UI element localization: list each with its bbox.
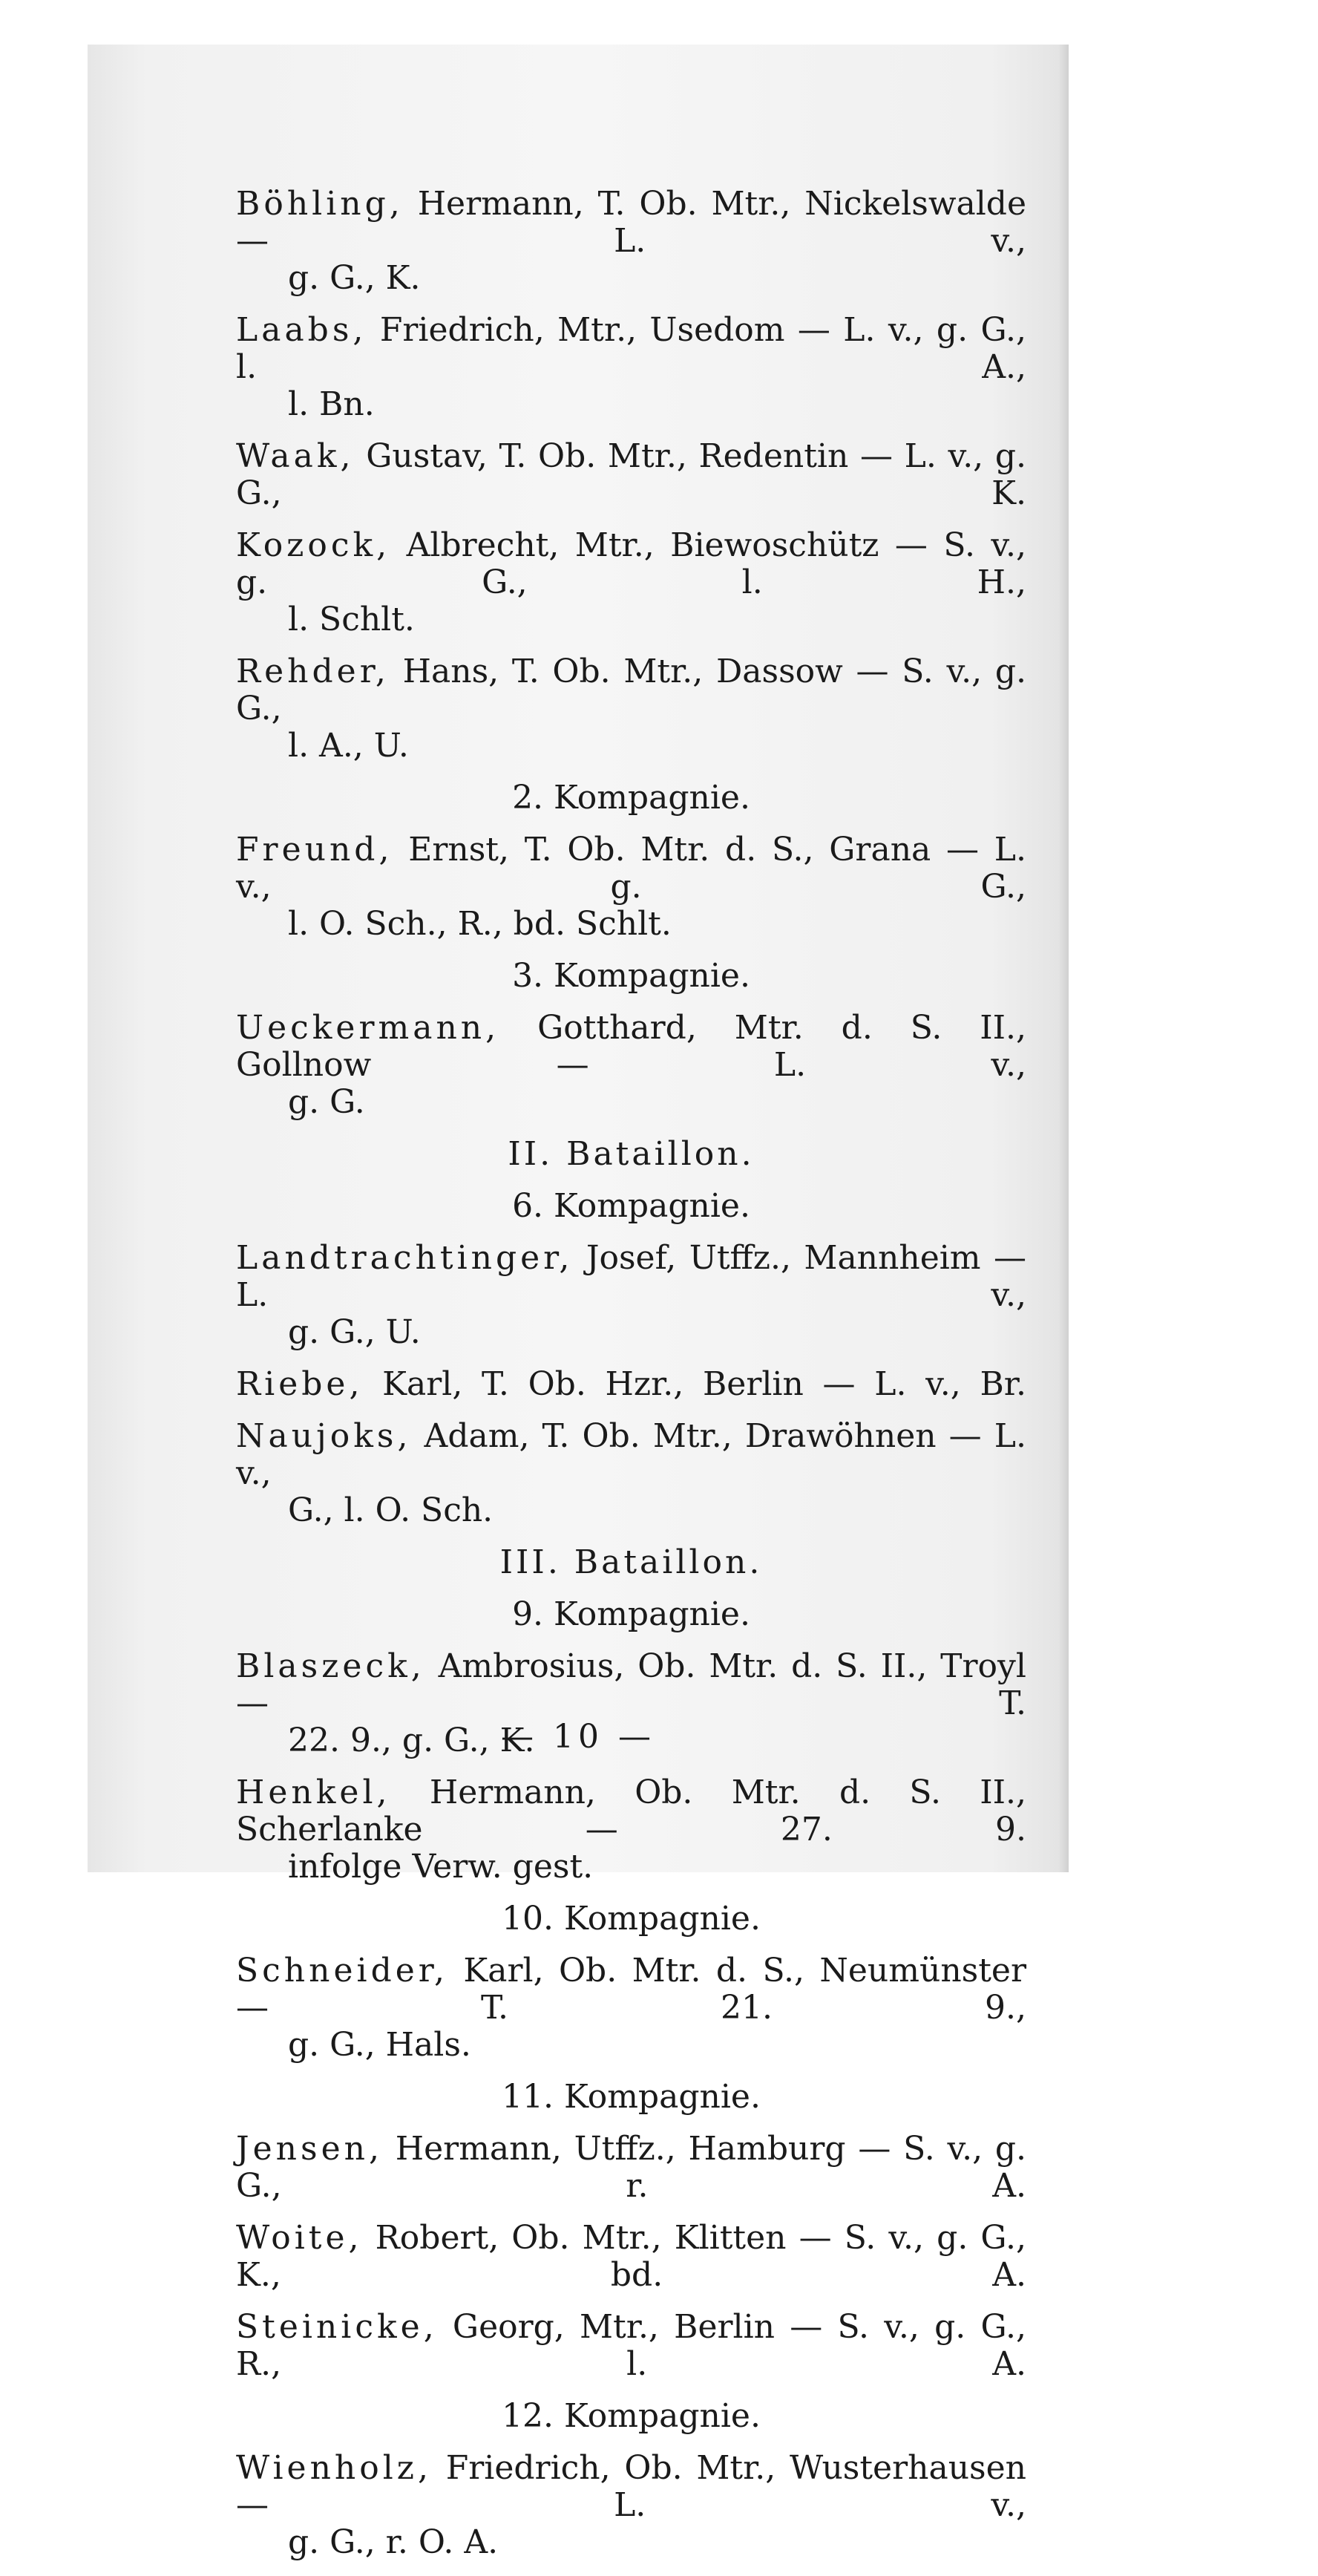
entry-details: Robert, Ob. Mtr., Klitten — S. v., g. G., K., bd. A.	[236, 2219, 1026, 2294]
entry-details: Hermann, Utffz., Hamburg — S. v., g. G., r. A.	[236, 2130, 1026, 2205]
entry-first-line	[236, 1952, 1026, 2027]
entry-surname: Böhling,	[236, 185, 404, 223]
entry-details: Hans, T. Ob. Mtr., Dassow — S. v., g. G.,	[236, 653, 1026, 728]
entry-details: Josef, Utffz., Mannheim — L. v.,	[236, 1239, 1026, 1314]
entry-continuation-line: G., l. O. Sch.	[288, 1491, 494, 1529]
casualty-entry	[236, 1240, 1026, 1351]
entry-first-line	[236, 1366, 1026, 1403]
page-number: — 10 —	[501, 1718, 655, 1756]
casualty-list	[236, 186, 1026, 2576]
entry-surname: Henkel,	[236, 1774, 391, 1811]
entry-continuation-line: l. A., U.	[288, 727, 409, 765]
casualty-entry	[236, 438, 1026, 512]
company-heading: 9. Kompagnie.	[512, 1595, 750, 1633]
battalion-heading: III. Bataillon.	[499, 1543, 763, 1581]
entry-surname: Kozock,	[236, 526, 391, 564]
entry-details: Hermann, Ob. Mtr. d. S. II., Scherlanke — 27. 9.	[236, 1774, 1026, 1848]
page-sheet	[88, 45, 1069, 2561]
entry-first-line	[236, 2309, 1026, 2383]
entry-surname: Freund,	[236, 831, 393, 869]
company-heading: 6. Kompagnie.	[512, 1187, 750, 1225]
entry-surname: Wienholz,	[236, 2449, 432, 2487]
entry-continuation-line: l. Schlt.	[288, 601, 415, 638]
entry-first-line	[236, 1010, 1026, 1084]
entry-first-line	[236, 1418, 1026, 1492]
casualty-entry	[236, 831, 1026, 943]
company-heading: 11. Kompagnie.	[502, 2078, 761, 2116]
entry-details: Friedrich, Ob. Mtr., Wusterhausen — L. v.,	[236, 2449, 1026, 2524]
casualty-entry	[236, 653, 1026, 765]
entry-surname: Schneider,	[236, 1952, 448, 1990]
company-heading: 12. Kompagnie.	[502, 2397, 761, 2435]
entry-first-line	[236, 312, 1026, 386]
entry-first-line	[236, 1774, 1026, 1848]
entry-continuation-line: infolge Verw. gest.	[288, 1848, 594, 1886]
casualty-entry	[236, 2450, 1026, 2561]
entry-details: Hermann, T. Ob. Mtr., Nickelswalde — L. v.,	[236, 185, 1026, 260]
entry-first-line	[236, 2220, 1026, 2294]
casualty-entry	[236, 312, 1026, 423]
entry-surname: Jensen,	[236, 2130, 383, 2168]
entry-continuation-line: g. G., r. O. A.	[288, 2523, 499, 2561]
casualty-entry	[236, 2131, 1026, 2205]
entry-surname: Naujoks,	[236, 1417, 412, 1455]
entry-first-line	[236, 186, 1026, 260]
entry-details: Albrecht, Mtr., Biewoschütz — S. v., g. G., l. H.,	[236, 526, 1026, 601]
entry-surname: Laabs,	[236, 311, 367, 349]
entry-details: Karl, T. Ob. Hzr., Berlin — L. v., Br.	[382, 1365, 1026, 1403]
casualty-entry	[236, 1010, 1026, 1121]
entry-first-line	[236, 1240, 1026, 1314]
entry-continuation-line: l. O. Sch., R., bd. Schlt.	[288, 905, 672, 943]
entry-continuation-line: g. G., Hals.	[288, 2026, 471, 2064]
entry-details: Friedrich, Mtr., Usedom — L. v., g. G., l. A.,	[236, 311, 1026, 386]
entry-continuation-line: l. Bn.	[288, 385, 375, 423]
casualty-entry	[236, 2220, 1026, 2294]
entry-surname: Blaszeck,	[236, 1647, 425, 1685]
entry-surname: Woite,	[236, 2219, 363, 2257]
casualty-entry	[236, 186, 1026, 297]
entry-details: Gustav, T. Ob. Mtr., Redentin — L. v., g. G., K.	[236, 437, 1026, 512]
entry-surname: Ueckermann,	[236, 1009, 500, 1047]
entry-details: Karl, Ob. Mtr. d. S., Neumünster — T. 21. 9.,	[236, 1952, 1026, 2027]
entry-first-line	[236, 831, 1026, 906]
entry-continuation-line: g. G., K.	[288, 259, 421, 297]
entry-first-line	[236, 2131, 1026, 2205]
company-heading: 10. Kompagnie.	[502, 1900, 761, 1938]
entry-continuation-line: g. G.	[288, 1083, 365, 1121]
entry-surname: Steinicke,	[236, 2308, 438, 2346]
entry-surname: Rehder,	[236, 653, 390, 690]
entry-details: Georg, Mtr., Berlin — S. v., g. G., R., l. A.	[236, 2308, 1026, 2383]
entry-continuation-line: g. G., U.	[288, 1313, 421, 1351]
entry-details: Adam, T. Ob. Mtr., Drawöhnen — L. v.,	[236, 1417, 1026, 1492]
entry-first-line	[236, 653, 1026, 728]
entry-details: Gotthard, Mtr. d. S. II., Gollnow — L. v.,	[236, 1009, 1026, 1084]
casualty-entry	[236, 527, 1026, 638]
entry-first-line	[236, 2450, 1026, 2524]
casualty-entry	[236, 1366, 1026, 1403]
casualty-entry	[236, 2309, 1026, 2383]
entry-first-line	[236, 1648, 1026, 1722]
entry-details: Ambrosius, Ob. Mtr. d. S. II., Troyl — T.	[236, 1647, 1026, 1722]
entry-details: Ernst, T. Ob. Mtr. d. S., Grana — L. v., g. G.,	[236, 831, 1026, 906]
battalion-heading: II. Bataillon.	[508, 1135, 755, 1173]
company-heading: 3. Kompagnie.	[512, 957, 750, 995]
entry-surname: Landtrachtinger,	[236, 1239, 574, 1277]
entry-first-line	[236, 438, 1026, 512]
entry-surname: Riebe,	[236, 1365, 364, 1403]
entry-continuation-line: 22. 9., g. G., K.	[288, 1722, 535, 1759]
casualty-entry	[236, 1952, 1026, 2064]
entry-surname: Waak,	[236, 437, 355, 475]
casualty-entry	[236, 1774, 1026, 1886]
page-edge-shadow	[1058, 45, 1069, 1872]
casualty-entry	[236, 1418, 1026, 1529]
entry-first-line	[236, 527, 1026, 601]
company-heading: 2. Kompagnie.	[512, 779, 750, 817]
